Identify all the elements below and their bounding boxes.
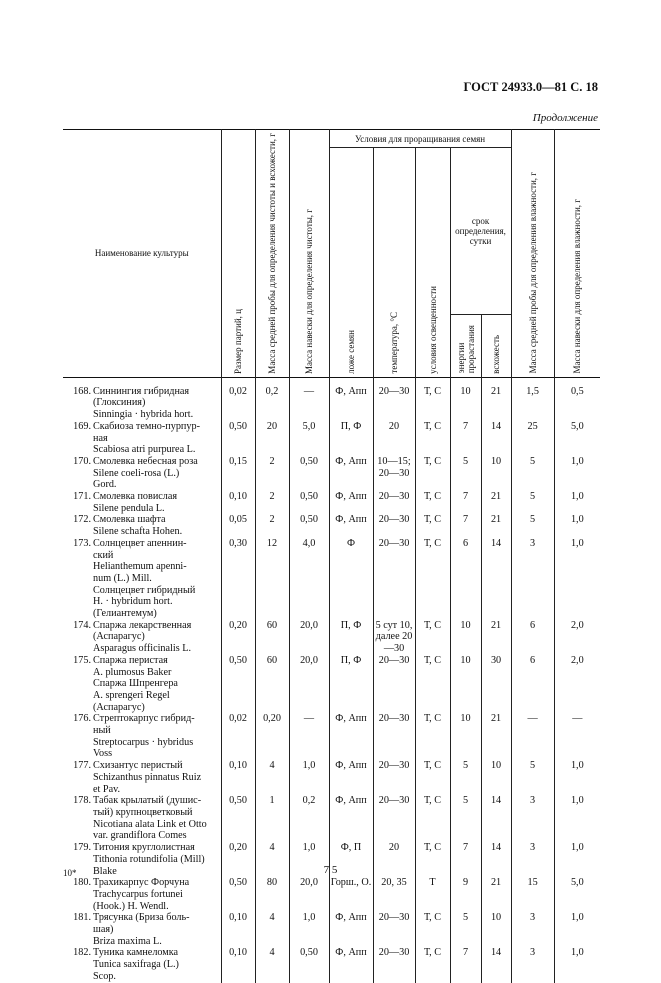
cell-light: Т xyxy=(415,877,450,912)
cell-germ: 21 xyxy=(481,491,511,514)
cell-temp: 20—30 xyxy=(373,538,415,620)
table-row xyxy=(63,760,600,795)
table-row xyxy=(63,795,600,842)
cell-purity: 0,50 xyxy=(289,514,329,537)
cell-purity: 1,0 xyxy=(289,760,329,795)
cell-temp: 20—30 xyxy=(373,912,415,947)
culture-name-cell: 170. Смолевка небесная роза Silene coeli-rosa (L.) Gord. xyxy=(63,456,221,491)
term-group-header: срок определения, сутки xyxy=(450,148,511,315)
cell-energy: 10 xyxy=(450,620,481,655)
cell-batch: 0,10 xyxy=(221,491,255,514)
footer-mark: 10* xyxy=(63,868,77,878)
table-header xyxy=(63,130,600,378)
cell-mweight: 1,0 xyxy=(554,538,600,620)
cell-batch: 0,02 xyxy=(221,377,255,421)
page-number: 7 5 xyxy=(323,864,338,876)
cell-sample: 1 xyxy=(255,795,289,842)
culture-name-cell: 181. Трясунка (Бриза боль- шая) Briza maxima L. xyxy=(63,912,221,947)
cell-batch: 0,05 xyxy=(221,514,255,537)
cell-germ: 10 xyxy=(481,456,511,491)
cell-bed: Ф, Апп xyxy=(329,760,373,795)
cell-msample: 5 xyxy=(511,760,554,795)
cell-mweight: 1,0 xyxy=(554,795,600,842)
cell-bed: Ф, Апп xyxy=(329,947,373,982)
cell-mweight: 0,5 xyxy=(554,377,600,421)
cell-germ: 21 xyxy=(481,877,511,912)
cell-germ: 14 xyxy=(481,795,511,842)
cell-mweight: 1,0 xyxy=(554,514,600,537)
cell-bed: Ф, Апп xyxy=(329,456,373,491)
cell-purity: — xyxy=(289,377,329,421)
cell-energy: 7 xyxy=(450,491,481,514)
cell-germ: 14 xyxy=(481,842,511,877)
cell-batch: 0,10 xyxy=(221,912,255,947)
cell-purity: 0,50 xyxy=(289,491,329,514)
cell-mweight: 1,0 xyxy=(554,947,600,982)
cell-germ: 21 xyxy=(481,377,511,421)
table-row xyxy=(63,491,600,514)
cell-mweight: 1,0 xyxy=(554,912,600,947)
culture-name-cell: 172. Смолевка шафта Silene schafta Hohen. xyxy=(63,514,221,537)
cell-bed: Ф, П xyxy=(329,842,373,877)
table-row xyxy=(63,713,600,760)
cell-sample: 0,20 xyxy=(255,713,289,760)
table-body xyxy=(63,377,600,982)
col-bed-header: ложе семян xyxy=(329,148,373,378)
culture-name-cell: 175. Спаржа перистая A. plumosus Baker Спаржа Шпренгера A. sprengeri Regel (Аспарагус) xyxy=(63,655,221,714)
col-moisture-sample-header: Масса средней пробы для определения влажности, г xyxy=(511,130,554,378)
table-row xyxy=(63,947,600,982)
cell-mweight: 5,0 xyxy=(554,421,600,456)
table-row xyxy=(63,377,600,421)
col-germination-header: всхожесть xyxy=(481,315,511,377)
cell-energy: 10 xyxy=(450,377,481,421)
culture-name-cell: 169. Скабиоза темно-пурпур- ная Scabiosa atri purpurea L. xyxy=(63,421,221,456)
culture-name-cell: 168. Синнингия гибридная (Глоксиния) Sinningia · hybrida hort. xyxy=(63,377,221,421)
cell-mweight: 2,0 xyxy=(554,655,600,714)
table-row xyxy=(63,620,600,655)
cell-purity: 20,0 xyxy=(289,620,329,655)
cell-energy: 7 xyxy=(450,421,481,456)
col-energy-header: энергии прорастания xyxy=(450,315,481,377)
cell-light: Т, С xyxy=(415,760,450,795)
cell-germ: 21 xyxy=(481,514,511,537)
col-temp-header: температура, °С xyxy=(373,148,415,378)
cell-purity: 20,0 xyxy=(289,655,329,714)
cell-batch: 0,15 xyxy=(221,456,255,491)
cell-purity: 1,0 xyxy=(289,842,329,877)
cell-sample: 2 xyxy=(255,491,289,514)
cell-purity: 5,0 xyxy=(289,421,329,456)
cell-energy: 5 xyxy=(450,795,481,842)
cell-temp: 20—30 xyxy=(373,377,415,421)
cell-germ: 10 xyxy=(481,912,511,947)
cell-bed: Ф, Апп xyxy=(329,491,373,514)
cell-msample: 3 xyxy=(511,947,554,982)
col-purity-header: Масса навески для определения чистоты, г xyxy=(289,130,329,378)
cell-temp: 20, 35 xyxy=(373,877,415,912)
cell-light: Т, С xyxy=(415,795,450,842)
cell-msample: 5 xyxy=(511,491,554,514)
cell-temp: 10—15; 20—30 xyxy=(373,456,415,491)
cell-bed: П, Ф xyxy=(329,421,373,456)
cell-purity: 0,2 xyxy=(289,795,329,842)
cell-msample: 15 xyxy=(511,877,554,912)
cell-batch: 0,20 xyxy=(221,620,255,655)
cell-light: Т, С xyxy=(415,377,450,421)
table-row xyxy=(63,655,600,714)
cell-light: Т, С xyxy=(415,912,450,947)
cell-light: Т, С xyxy=(415,655,450,714)
cell-energy: 7 xyxy=(450,947,481,982)
cell-germ: 14 xyxy=(481,947,511,982)
cell-msample: 6 xyxy=(511,655,554,714)
cell-sample: 4 xyxy=(255,912,289,947)
conditions-group-header: Условия для проращивания семян xyxy=(329,130,511,148)
cell-temp: 20 xyxy=(373,421,415,456)
cell-batch: 0,50 xyxy=(221,795,255,842)
cell-sample: 4 xyxy=(255,842,289,877)
cell-msample: — xyxy=(511,713,554,760)
cell-purity: 1,0 xyxy=(289,912,329,947)
cell-bed: Ф, Апп xyxy=(329,713,373,760)
cell-batch: 0,50 xyxy=(221,655,255,714)
cell-light: Т, С xyxy=(415,456,450,491)
cell-msample: 3 xyxy=(511,538,554,620)
col-light-header: условия освещенности xyxy=(415,148,450,378)
culture-name-cell: 173. Солнцецвет апеннин- ский Helianthemum apenni- num (L.) Mill. Солнцецвет гибридный H. · hybridum hort. (Гелиантемум) xyxy=(63,538,221,620)
table-row xyxy=(63,912,600,947)
cell-bed: Ф, Апп xyxy=(329,377,373,421)
cell-batch: 0,10 xyxy=(221,760,255,795)
cell-sample: 2 xyxy=(255,456,289,491)
cell-mweight: 2,0 xyxy=(554,620,600,655)
cell-sample: 0,2 xyxy=(255,377,289,421)
table-row xyxy=(63,456,600,491)
cell-bed: Ф, Апп xyxy=(329,795,373,842)
cell-energy: 5 xyxy=(450,760,481,795)
cell-temp: 20 xyxy=(373,842,415,877)
cell-sample: 4 xyxy=(255,760,289,795)
cell-bed: Ф, Апп xyxy=(329,912,373,947)
cell-bed: Ф, Апп xyxy=(329,514,373,537)
cell-sample: 12 xyxy=(255,538,289,620)
cell-mweight: 5,0 xyxy=(554,877,600,912)
cell-bed: П, Ф xyxy=(329,655,373,714)
cell-energy: 5 xyxy=(450,456,481,491)
cell-purity: — xyxy=(289,713,329,760)
cell-purity: 0,50 xyxy=(289,456,329,491)
culture-name-cell: 176. Стрептокарпус гибрид- ный Streptocarpus · hybridus Voss xyxy=(63,713,221,760)
cell-sample: 60 xyxy=(255,620,289,655)
culture-name-cell: 171. Смолевка повислая Silene pendula L. xyxy=(63,491,221,514)
cell-light: Т, С xyxy=(415,491,450,514)
culture-name-cell: 179. Титония круглолистная Tithonia rotundifolia (Mill) Blake xyxy=(63,842,221,877)
cell-bed: Горш., О. xyxy=(329,877,373,912)
cell-light: Т, С xyxy=(415,713,450,760)
cell-light: Т, С xyxy=(415,538,450,620)
cell-batch: 0,50 xyxy=(221,421,255,456)
cell-energy: 5 xyxy=(450,912,481,947)
culture-name-cell: 174. Спаржа лекарственная (Аспарагус) Asparagus officinalis L. xyxy=(63,620,221,655)
cell-germ: 21 xyxy=(481,713,511,760)
cell-light: Т, С xyxy=(415,421,450,456)
cell-germ: 10 xyxy=(481,760,511,795)
cell-msample: 3 xyxy=(511,842,554,877)
cell-energy: 7 xyxy=(450,842,481,877)
cell-sample: 4 xyxy=(255,947,289,982)
cell-temp: 20—30 xyxy=(373,713,415,760)
cell-temp: 20—30 xyxy=(373,947,415,982)
cell-sample: 60 xyxy=(255,655,289,714)
cell-sample: 80 xyxy=(255,877,289,912)
cell-msample: 1,5 xyxy=(511,377,554,421)
cell-temp: 20—30 xyxy=(373,514,415,537)
cell-temp: 20—30 xyxy=(373,760,415,795)
cell-germ: 14 xyxy=(481,421,511,456)
cell-msample: 25 xyxy=(511,421,554,456)
col-sample-header: Масса средней пробы для определения чистоты и всхожести, г xyxy=(255,130,289,378)
cell-temp: 5 сут 10, далее 20—30 xyxy=(373,620,415,655)
cell-batch: 0,20 xyxy=(221,842,255,877)
cell-sample: 2 xyxy=(255,514,289,537)
col-moisture-weight-header: Масса навески для определения влажности, г xyxy=(554,130,600,378)
cell-temp: 20—30 xyxy=(373,795,415,842)
cell-msample: 3 xyxy=(511,912,554,947)
cell-batch: 0,10 xyxy=(221,947,255,982)
cell-germ: 21 xyxy=(481,620,511,655)
table-row xyxy=(63,514,600,537)
culture-name-cell: 180. Трахикарпус Форчуна Trachycarpus fortunei (Hook.) H. Wendl. xyxy=(63,877,221,912)
cell-batch: 0,02 xyxy=(221,713,255,760)
cell-sample: 20 xyxy=(255,421,289,456)
cell-mweight: 1,0 xyxy=(554,842,600,877)
cell-msample: 6 xyxy=(511,620,554,655)
cell-germ: 30 xyxy=(481,655,511,714)
culture-name-cell: 177. Схизантус перистый Schizanthus pinnatus Ruiz et Pav. xyxy=(63,760,221,795)
cell-batch: 0,50 xyxy=(221,877,255,912)
cell-light: Т, С xyxy=(415,842,450,877)
table-row xyxy=(63,421,600,456)
document-title: ГОСТ 24933.0—81 С. 18 xyxy=(463,80,598,94)
table-row xyxy=(63,877,600,912)
cell-light: Т, С xyxy=(415,620,450,655)
cell-energy: 7 xyxy=(450,514,481,537)
cell-mweight: — xyxy=(554,713,600,760)
col-name-header: Наименование культуры xyxy=(63,130,221,378)
cell-energy: 6 xyxy=(450,538,481,620)
seed-table xyxy=(63,129,600,983)
culture-name-cell: 182. Туника камнеломка Tunica saxifraga (L.) Scop. xyxy=(63,947,221,982)
culture-name-cell: 178. Табак крылатый (душис- тый) крупноцветковый Nicotiana alata Link et Otto var. grandiflora Comes xyxy=(63,795,221,842)
cell-light: Т, С xyxy=(415,514,450,537)
cell-mweight: 1,0 xyxy=(554,456,600,491)
cell-energy: 10 xyxy=(450,713,481,760)
cell-light: Т, С xyxy=(415,947,450,982)
continuation-label: Продолжение xyxy=(532,112,598,124)
cell-purity: 4,0 xyxy=(289,538,329,620)
cell-mweight: 1,0 xyxy=(554,491,600,514)
cell-purity: 0,50 xyxy=(289,947,329,982)
cell-bed: Ф xyxy=(329,538,373,620)
cell-batch: 0,30 xyxy=(221,538,255,620)
cell-energy: 10 xyxy=(450,655,481,714)
table-row xyxy=(63,538,600,620)
cell-bed: П, Ф xyxy=(329,620,373,655)
cell-temp: 20—30 xyxy=(373,655,415,714)
cell-temp: 20—30 xyxy=(373,491,415,514)
cell-mweight: 1,0 xyxy=(554,760,600,795)
cell-germ: 14 xyxy=(481,538,511,620)
cell-msample: 3 xyxy=(511,795,554,842)
col-batch-header: Размер партий, ц xyxy=(221,130,255,378)
cell-msample: 5 xyxy=(511,514,554,537)
cell-energy: 9 xyxy=(450,877,481,912)
cell-purity: 20,0 xyxy=(289,877,329,912)
cell-msample: 5 xyxy=(511,456,554,491)
